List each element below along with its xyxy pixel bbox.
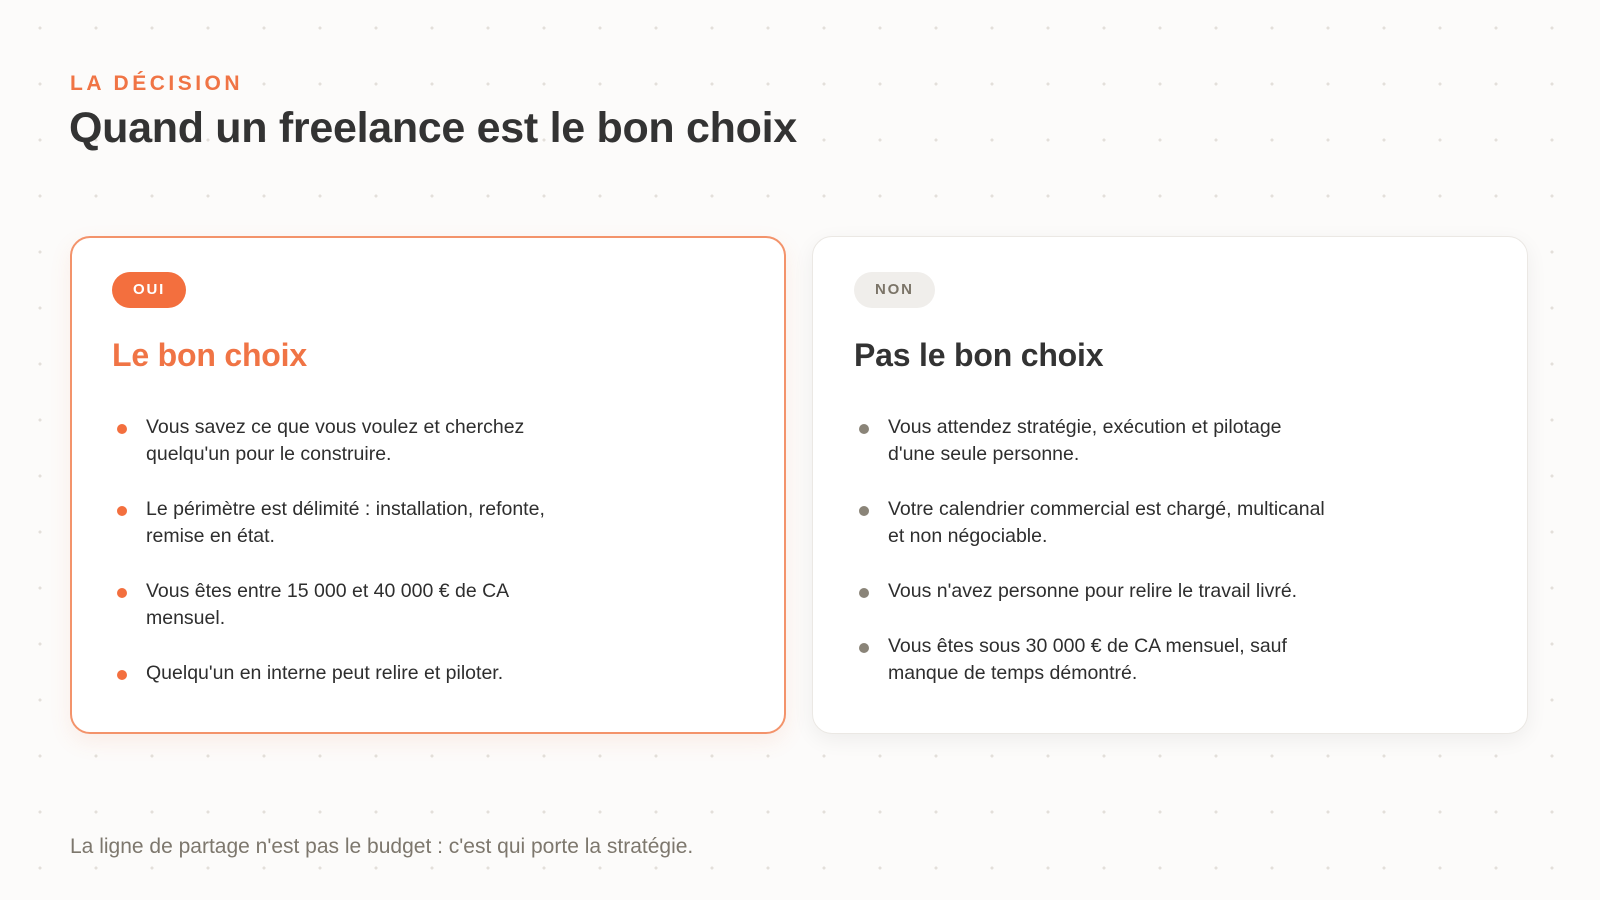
yes-criteria-text: Le périmètre est délimité : installation, refonte, remise en état.: [146, 498, 545, 547]
no-criteria-text: Vous êtes sous 30 000 € de CA mensuel, sauf manque de temps démontré.: [888, 635, 1287, 684]
bullet-dot-icon: [117, 670, 127, 680]
bullet-dot-icon: [859, 424, 869, 434]
yes-criteria-list: [112, 414, 744, 687]
no-criteria-item: [854, 414, 1328, 468]
no-criteria-item: [854, 578, 1328, 605]
yes-card-title: Le bon choix: [112, 337, 307, 373]
bullet-dot-icon: [859, 588, 869, 598]
no-card: [812, 236, 1528, 734]
yes-criteria-item: [112, 578, 586, 632]
no-criteria-text: Vous attendez stratégie, exécution et pilotage d'une seule personne.: [888, 416, 1282, 465]
yes-badge: OUI: [112, 272, 186, 308]
yes-criteria-text: Vous êtes entre 15 000 et 40 000 € de CA mensuel.: [146, 580, 509, 629]
no-criteria-item: [854, 633, 1328, 687]
no-criteria-item: [854, 496, 1328, 550]
yes-criteria-item: [112, 660, 586, 687]
yes-criteria-text: Vous savez ce que vous voulez et cherchez quelqu'un pour le construire.: [146, 416, 525, 465]
bullet-dot-icon: [117, 424, 127, 434]
yes-criteria-text: Quelqu'un en interne peut relire et piloter.: [146, 662, 504, 684]
bullet-dot-icon: [117, 588, 127, 598]
footer-note: La ligne de partage n'est pas le budget : c'est qui porte la stratégie.: [70, 835, 694, 858]
section-eyebrow: LA DÉCISION: [70, 72, 244, 95]
no-criteria-text: Vous n'avez personne pour relire le travail livré.: [888, 580, 1298, 602]
no-badge: NON: [854, 272, 935, 308]
no-criteria-text: Votre calendrier commercial est chargé, multicanal et non négociable.: [888, 498, 1325, 547]
yes-card: [70, 236, 786, 734]
yes-criteria-item: [112, 496, 586, 550]
yes-criteria-item: [112, 414, 586, 468]
bullet-dot-icon: [117, 506, 127, 516]
no-card-title: Pas le bon choix: [854, 337, 1104, 373]
page-title: Quand un freelance est le bon choix: [69, 104, 797, 152]
bullet-dot-icon: [859, 643, 869, 653]
bullet-dot-icon: [859, 506, 869, 516]
no-criteria-list: [854, 414, 1487, 687]
